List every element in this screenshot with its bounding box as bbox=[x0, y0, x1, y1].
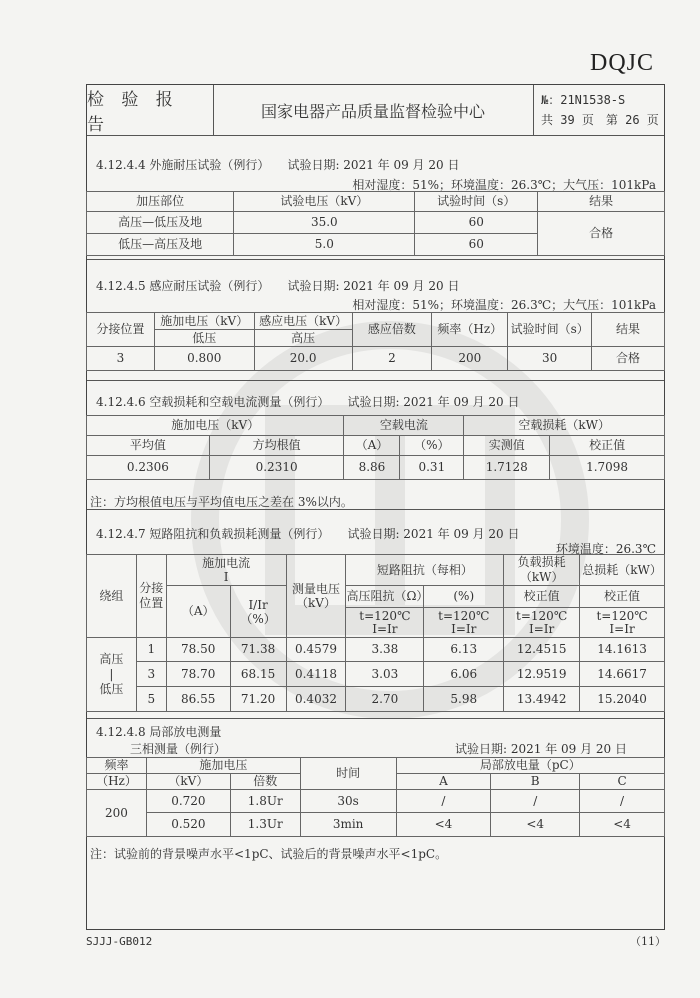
table-cell: 0.520 bbox=[146, 813, 230, 837]
table-cell: 3 bbox=[87, 347, 155, 371]
report-number: №：21N1538-S bbox=[541, 93, 626, 107]
table-cell: 高压 | 低压 bbox=[87, 638, 137, 712]
table-cell: 施加电压（kV） bbox=[87, 416, 344, 436]
table-cell: 分接位置 bbox=[136, 555, 166, 638]
table-cell: 0.4118 bbox=[286, 662, 346, 687]
table-cell: 0.2306 bbox=[87, 456, 210, 480]
table-cell: / bbox=[491, 790, 580, 813]
table-applied-voltage bbox=[86, 191, 665, 256]
table-cell: （A） bbox=[344, 436, 400, 456]
table-cell: B bbox=[491, 774, 580, 790]
table-cell: 6.13 bbox=[424, 638, 504, 662]
page-count: 共 39 页 第 26 页 bbox=[541, 113, 659, 127]
table-cell: 实测值 bbox=[464, 436, 550, 456]
test-date: 试验日期: 2021 年 09 月 20 日 bbox=[455, 742, 628, 756]
table-cell: 3.03 bbox=[346, 662, 424, 687]
table-cell: 86.55 bbox=[166, 687, 230, 712]
table-cell: 感应电压（kV） bbox=[254, 313, 352, 330]
table-cell: 13.4942 bbox=[504, 687, 580, 712]
table-cell: 结果 bbox=[538, 192, 665, 212]
table-cell: 感应倍数 bbox=[352, 313, 432, 347]
center-name: 国家电器产品质量监督检验中心 bbox=[260, 101, 485, 121]
table-cell: 空载电流 bbox=[344, 416, 464, 436]
table-cell: 试验时间（s） bbox=[508, 313, 592, 347]
table-cell: 高压阻抗（Ω） bbox=[346, 586, 424, 608]
table-cell: （%） bbox=[400, 436, 464, 456]
table-cell: 12.9519 bbox=[504, 662, 580, 687]
table-induced-voltage bbox=[86, 312, 665, 371]
table-no-load bbox=[86, 415, 665, 480]
table-cell: / bbox=[396, 790, 491, 813]
table-cell: <4 bbox=[580, 813, 665, 837]
table-cell: 71.38 bbox=[230, 638, 286, 662]
table-cell: C bbox=[580, 774, 665, 790]
table-cell: 平均值 bbox=[87, 436, 210, 456]
test-conditions: 相对湿度：51%；环境温度：26.3℃；大气压：101kPa bbox=[352, 298, 656, 312]
section-title: 4.12.4.7 短路阻抗和负载损耗测量（例行） 试验日期: 2021 年 09 月 20 日 bbox=[96, 527, 520, 541]
table-cell: 空载损耗（kW） bbox=[464, 416, 665, 436]
table-cell: 校正值 bbox=[504, 586, 580, 608]
table-cell: 200 bbox=[87, 790, 147, 837]
table-cell: 200 bbox=[432, 347, 508, 371]
section-title: 4.12.4.5 感应耐压试验（例行） 试验日期: 2021 年 09 月 20 日 bbox=[96, 279, 460, 293]
section-title: 4.12.4.6 空载损耗和空载电流测量（例行） 试验日期: 2021 年 09 月 20 日 bbox=[96, 395, 520, 409]
table-cell: 分接位置 bbox=[87, 313, 155, 347]
table-cell: 局部放电量（pC） bbox=[396, 758, 664, 774]
table-cell: 2.70 bbox=[346, 687, 424, 712]
table-cell: 倍数 bbox=[230, 774, 300, 790]
table-cell: 校正值 bbox=[580, 586, 665, 608]
table-cell: <4 bbox=[396, 813, 491, 837]
table-cell: 78.70 bbox=[166, 662, 230, 687]
table-cell: 6.06 bbox=[424, 662, 504, 687]
table-cell: 1.7098 bbox=[550, 456, 665, 480]
section-title: 4.12.4.4 外施耐压试验（例行） 试验日期: 2021 年 09 月 20 日 bbox=[96, 158, 460, 172]
table-cell: 1 bbox=[136, 638, 166, 662]
table-partial-discharge bbox=[86, 757, 665, 837]
table-cell: 加压部位 bbox=[87, 192, 234, 212]
table-cell: 2 bbox=[352, 347, 432, 371]
table-cell: t=120℃ I=Ir bbox=[580, 608, 665, 638]
table-cell: 低压 bbox=[154, 330, 254, 347]
table-cell: 合格 bbox=[538, 212, 665, 256]
table-cell: 0.4032 bbox=[286, 687, 346, 712]
table-cell: 3min bbox=[300, 813, 396, 837]
table-cell: 1.7128 bbox=[464, 456, 550, 480]
table-cell: 0.800 bbox=[154, 347, 254, 371]
table-cell: 60 bbox=[415, 212, 538, 234]
table-cell: / bbox=[580, 790, 665, 813]
table-cell: 频率（Hz） bbox=[432, 313, 508, 347]
table-cell: 0.2310 bbox=[209, 456, 344, 480]
table-cell: A bbox=[396, 774, 491, 790]
table-cell: I/Ir （%） bbox=[230, 586, 286, 638]
table-cell: 12.4515 bbox=[504, 638, 580, 662]
table-cell: 5.98 bbox=[424, 687, 504, 712]
table-cell: 低压—高压及地 bbox=[87, 234, 234, 256]
table-cell: 14.1613 bbox=[580, 638, 665, 662]
table-cell: 68.15 bbox=[230, 662, 286, 687]
table-cell: t=120℃ I=Ir bbox=[424, 608, 504, 638]
table-cell: 30 bbox=[508, 347, 592, 371]
table-cell: 测量电压（kV） bbox=[286, 555, 346, 638]
table-cell: （A） bbox=[166, 586, 230, 638]
table-cell: 3.38 bbox=[346, 638, 424, 662]
table-cell: 总损耗（kW） bbox=[580, 555, 665, 586]
section-subtitle: 三相测量（例行） bbox=[130, 742, 227, 756]
table-cell: 负载损耗（kW） bbox=[504, 555, 580, 586]
note: 注：试验前的背景噪声水平<1pC、试验后的背景噪声水平<1pC。 bbox=[90, 847, 448, 861]
table-cell: 施加电压 bbox=[146, 758, 300, 774]
table-cell: 3 bbox=[136, 662, 166, 687]
table-cell: 0.31 bbox=[400, 456, 464, 480]
table-cell: 71.20 bbox=[230, 687, 286, 712]
table-cell: 0.720 bbox=[146, 790, 230, 813]
table-cell: <4 bbox=[491, 813, 580, 837]
table-cell: 短路阻抗（每相） bbox=[346, 555, 504, 586]
table-cell: 施加电压（kV） bbox=[154, 313, 254, 330]
note: 注：方均根值电压与平均值电压之差在 3%以内。 bbox=[90, 495, 353, 509]
table-cell: （kV） bbox=[146, 774, 230, 790]
table-cell: 方均根值 bbox=[209, 436, 344, 456]
table-cell: 试验时间（s） bbox=[415, 192, 538, 212]
table-cell: 0.4579 bbox=[286, 638, 346, 662]
table-cell: 14.6617 bbox=[580, 662, 665, 687]
report-title: 检 验 报 告 bbox=[87, 90, 179, 135]
table-cell: 1.3Ur bbox=[230, 813, 300, 837]
table-cell: 结果 bbox=[592, 313, 665, 347]
table-short-circuit bbox=[86, 554, 665, 712]
table-cell: 高压 bbox=[254, 330, 352, 347]
table-cell: t=120℃ I=Ir bbox=[504, 608, 580, 638]
footer-page: （11） bbox=[630, 935, 666, 948]
table-cell: 合格 bbox=[592, 347, 665, 371]
table-cell: 30s bbox=[300, 790, 396, 813]
test-conditions: 相对湿度：51%；环境温度：26.3℃；大气压：101kPa bbox=[352, 178, 656, 192]
table-cell: (%) bbox=[424, 586, 504, 608]
brand-mark: DQJC bbox=[590, 50, 655, 76]
table-cell: 1.8Ur bbox=[230, 790, 300, 813]
table-cell: 35.0 bbox=[234, 212, 415, 234]
table-cell: 频率 bbox=[87, 758, 147, 774]
table-cell: t=120℃ I=Ir bbox=[346, 608, 424, 638]
table-cell: 8.86 bbox=[344, 456, 400, 480]
section-title: 4.12.4.8 局部放电测量 bbox=[96, 725, 222, 739]
test-conditions: 环境温度：26.3℃ bbox=[555, 542, 656, 556]
table-cell: 绕组 bbox=[87, 555, 137, 638]
table-cell: 5.0 bbox=[234, 234, 415, 256]
table-cell: 高压—低压及地 bbox=[87, 212, 234, 234]
table-cell: 15.2040 bbox=[580, 687, 665, 712]
table-cell: 试验电压（kV） bbox=[234, 192, 415, 212]
table-cell: 时间 bbox=[300, 758, 396, 790]
table-cell: （Hz） bbox=[87, 774, 147, 790]
table-cell: 施加电流 I bbox=[166, 555, 286, 586]
table-cell: 78.50 bbox=[166, 638, 230, 662]
table-cell: 5 bbox=[136, 687, 166, 712]
table-cell: 校正值 bbox=[550, 436, 665, 456]
table-cell: 60 bbox=[415, 234, 538, 256]
form-code: SJJJ-GB012 bbox=[86, 935, 153, 948]
table-cell: 20.0 bbox=[254, 347, 352, 371]
